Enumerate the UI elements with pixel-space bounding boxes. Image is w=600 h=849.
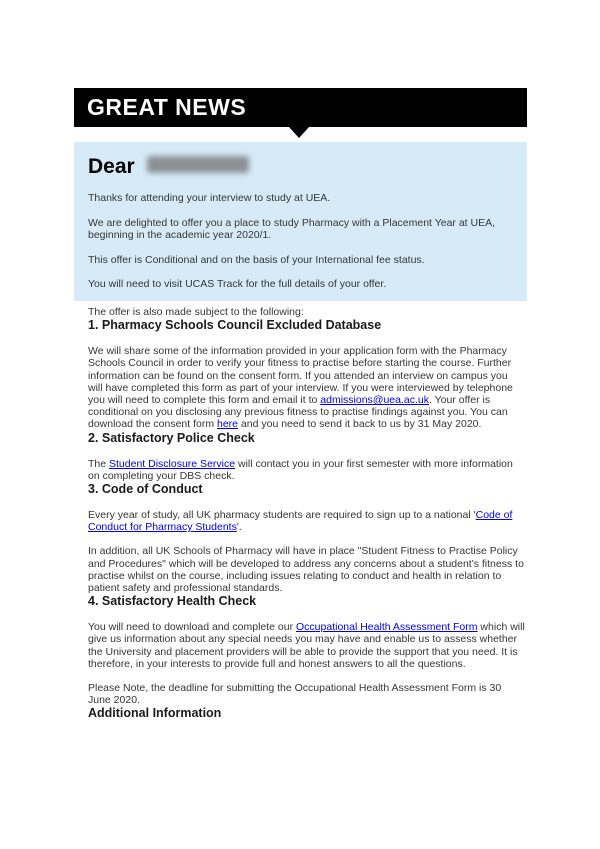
occupational-health-form-link[interactable]: Occupational Health Assessment Form [296, 621, 478, 634]
student-disclosure-service-link[interactable]: Student Disclosure Service [109, 457, 236, 470]
letter-body [88, 306, 525, 721]
section-paragraph [88, 545, 525, 594]
text-segment: '. [236, 521, 242, 534]
intro-paragraph: Thanks for attending your interview to study at UEA. [88, 192, 331, 204]
banner-title: GREAT NEWS [87, 94, 247, 120]
section-paragraph [88, 509, 525, 533]
text-segment: and you need to send it back to us by 31 May 2020. [238, 418, 482, 431]
text-segment: Every year of study, all UK pharmacy students are required to sign up to a national ' [88, 509, 476, 522]
intro-paragraph: This offer is Conditional and on the basis of your International fee status. [88, 253, 425, 266]
admissions-email-link[interactable]: admissions@uea.ac.uk [320, 394, 429, 407]
banner [74, 88, 527, 127]
text-segment: We will share some of the information provided in your application form with the Pharmacy Schools Council in order to verify your fitness to practise before starting the course. Further information can be found on the consent form. If you attended an interview on campus you will have completed this form as part of your interview. If you were interviewed by telephone you will need to complete this form and email it to [88, 345, 513, 407]
text-segment: . Your offer is conditional on you disclosing any previous fitness to practise findings against you. You can download the consent form [88, 394, 508, 431]
salutation: Dear [88, 155, 135, 178]
intro-paragraph: We are delighted to offer you a place to study Pharmacy with a Placement Year at UEA, beginning in the academic year 2020/1. [88, 216, 496, 241]
redacted-name [147, 156, 249, 173]
section-heading-pharmacy-schools-council: 1. Pharmacy Schools Council Excluded Database [88, 318, 382, 333]
section-paragraph [88, 682, 525, 706]
text-segment: In addition, all UK Schools of Pharmacy will have in place "Student Fitness to Practise Policy and Procedures" which will be developed to address any concerns about a student's fitness to practise whilst on the course, including issues relating to conduct and health in relation to patient safety and professional standards. [88, 545, 524, 595]
section-heading-code-of-conduct: 3. Code of Conduct [88, 482, 203, 497]
section-heading-police-check: 2. Satisfactory Police Check [88, 430, 255, 445]
additional-information-heading: Additional Information [88, 706, 222, 721]
section-paragraph [88, 345, 525, 430]
section-heading-health-check: 4. Satisfactory Health Check [88, 594, 257, 609]
salutation-row [88, 155, 521, 179]
text-segment: Please Note, the deadline for submitting the Occupational Health Assessment Form is 30 June 2020. [88, 682, 502, 707]
section-paragraph [88, 621, 525, 670]
code-of-conduct-link[interactable]: Code of Conduct for Pharmacy Students [88, 509, 513, 534]
conditions-lead: The offer is also made subject to the following: [88, 306, 304, 318]
section-paragraph [88, 458, 525, 482]
consent-form-here-link[interactable]: here [217, 418, 239, 431]
text-segment: will contact you in your first semester with more information on completing your DBS check. [88, 457, 513, 482]
banner-pointer-icon [289, 127, 309, 138]
text-segment: You will need to download and complete our [88, 621, 297, 634]
intro-paragraph: You will need to visit UCAS Track for the full details of your offer. [88, 278, 387, 290]
text-segment: The [88, 457, 110, 470]
text-segment: which will give us information about any special needs you may have and enable us to assess whether the University and placement providers will be able to provide the support that you need. It is therefore, in your interests to provide full and honest answers to all the questions. [88, 621, 525, 670]
intro-box [74, 142, 527, 301]
